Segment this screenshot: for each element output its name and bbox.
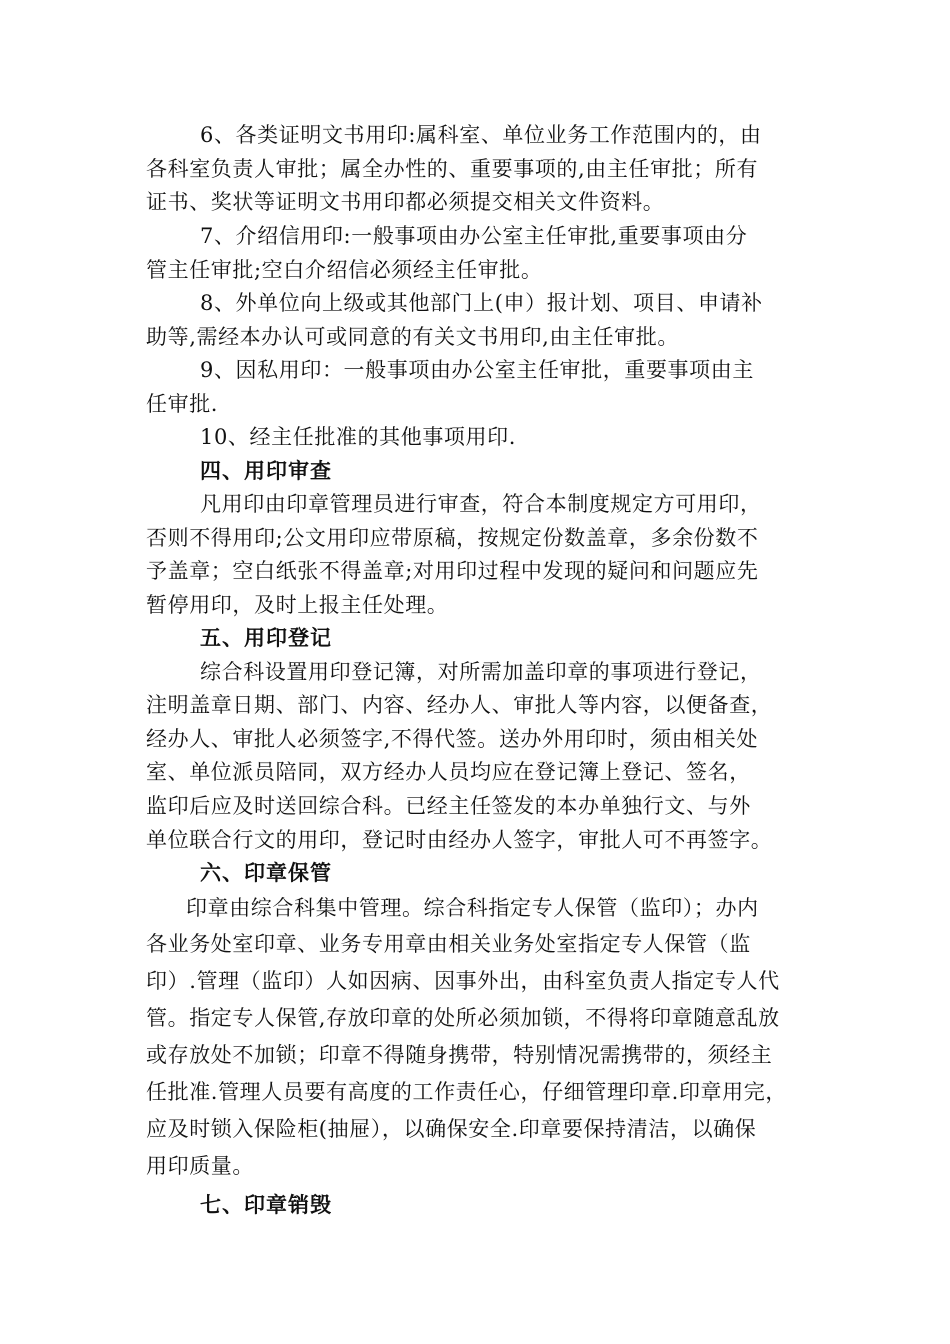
paragraph-line: 单位联合行文的用印，登记时由经办人签字，审批人可不再签字。	[146, 828, 773, 852]
paragraph-line: 管。指定专人保管,存放印章的处所必须加锁，不得将印章随意乱放	[146, 1006, 780, 1030]
paragraph-line: 10、经主任批准的其他事项用印.	[200, 425, 516, 449]
paragraph-line: 印）.管理（监印）人如因病、因事外出，由科室负责人指定专人代	[146, 969, 780, 993]
paragraph-line: 证书、奖状等证明文书用印都必须提交相关文件资料。	[146, 190, 665, 214]
paragraph-line: 综合科设置用印登记簿，对所需加盖印章的事项进行登记，	[200, 660, 762, 684]
paragraph-line: 凡用印由印章管理员进行审查，符合本制度规定方可用印，	[200, 492, 762, 516]
section-heading-4: 四、用印审查	[200, 459, 332, 483]
paragraph-line: 各科室负责人审批；属全办性的、重要事项的,由主任审批；所有	[146, 157, 759, 181]
paragraph-line: 室、单位派员陪同，双方经办人员均应在登记簿上登记、签名，	[146, 760, 751, 784]
paragraph-line: 用印质量。	[146, 1154, 254, 1178]
paragraph-line: 各业务处室印章、业务专用章由相关业务处室指定专人保管（监	[146, 932, 751, 956]
paragraph-line: 予盖章；空白纸张不得盖章;对用印过程中发现的疑问和问题应先	[146, 559, 759, 583]
paragraph-line: 7、介绍信用印:一般事项由办公室主任审批,重要事项由分	[200, 224, 748, 248]
section-heading-5: 五、用印登记	[200, 626, 332, 650]
paragraph-line: 9、因私用印：一般事项由办公室主任审批，重要事项由主	[200, 358, 754, 382]
paragraph-line: 6、各类证明文书用印:属科室、单位业务工作范围内的，由	[200, 123, 762, 147]
paragraph-line: 暂停用印，及时上报主任处理。	[146, 593, 449, 617]
paragraph-line: 任批准.管理人员要有高度的工作责任心，仔细管理印章.印章用完，	[146, 1080, 787, 1104]
paragraph-line: 应及时锁入保险柜(抽屉），以确保安全.印章要保持清洁，以确保	[146, 1117, 757, 1141]
paragraph-line: 监印后应及时送回综合科。已经主任签发的本办单独行文、与外	[146, 794, 751, 818]
paragraph-line: 任审批.	[146, 392, 219, 416]
paragraph-line: 印章由综合科集中管理。综合科指定专人保管（监印）；办内	[186, 896, 759, 920]
paragraph-line: 8、外单位向上级或其他部门上(申）报计划、项目、申请补	[200, 291, 763, 315]
paragraph-line: 经办人、审批人必须签字,不得代签。送办外用印时，须由相关处	[146, 727, 759, 751]
section-heading-6: 六、印章保管	[200, 861, 332, 885]
paragraph-line: 管主任审批;空白介绍信必须经主任审批。	[146, 258, 543, 282]
paragraph-line: 注明盖章日期、部门、内容、经办人、审批人等内容，以便备查，	[146, 693, 773, 717]
paragraph-line: 助等,需经本办认可或同意的有关文书用印,由主任审批。	[146, 325, 679, 349]
paragraph-line: 否则不得用印;公文用印应带原稿，按规定份数盖章，多余份数不	[146, 526, 759, 550]
paragraph-line: 或存放处不加锁；印章不得随身携带，特别情况需携带的，须经主	[146, 1043, 773, 1067]
section-heading-7: 七、印章销毁	[200, 1193, 332, 1217]
